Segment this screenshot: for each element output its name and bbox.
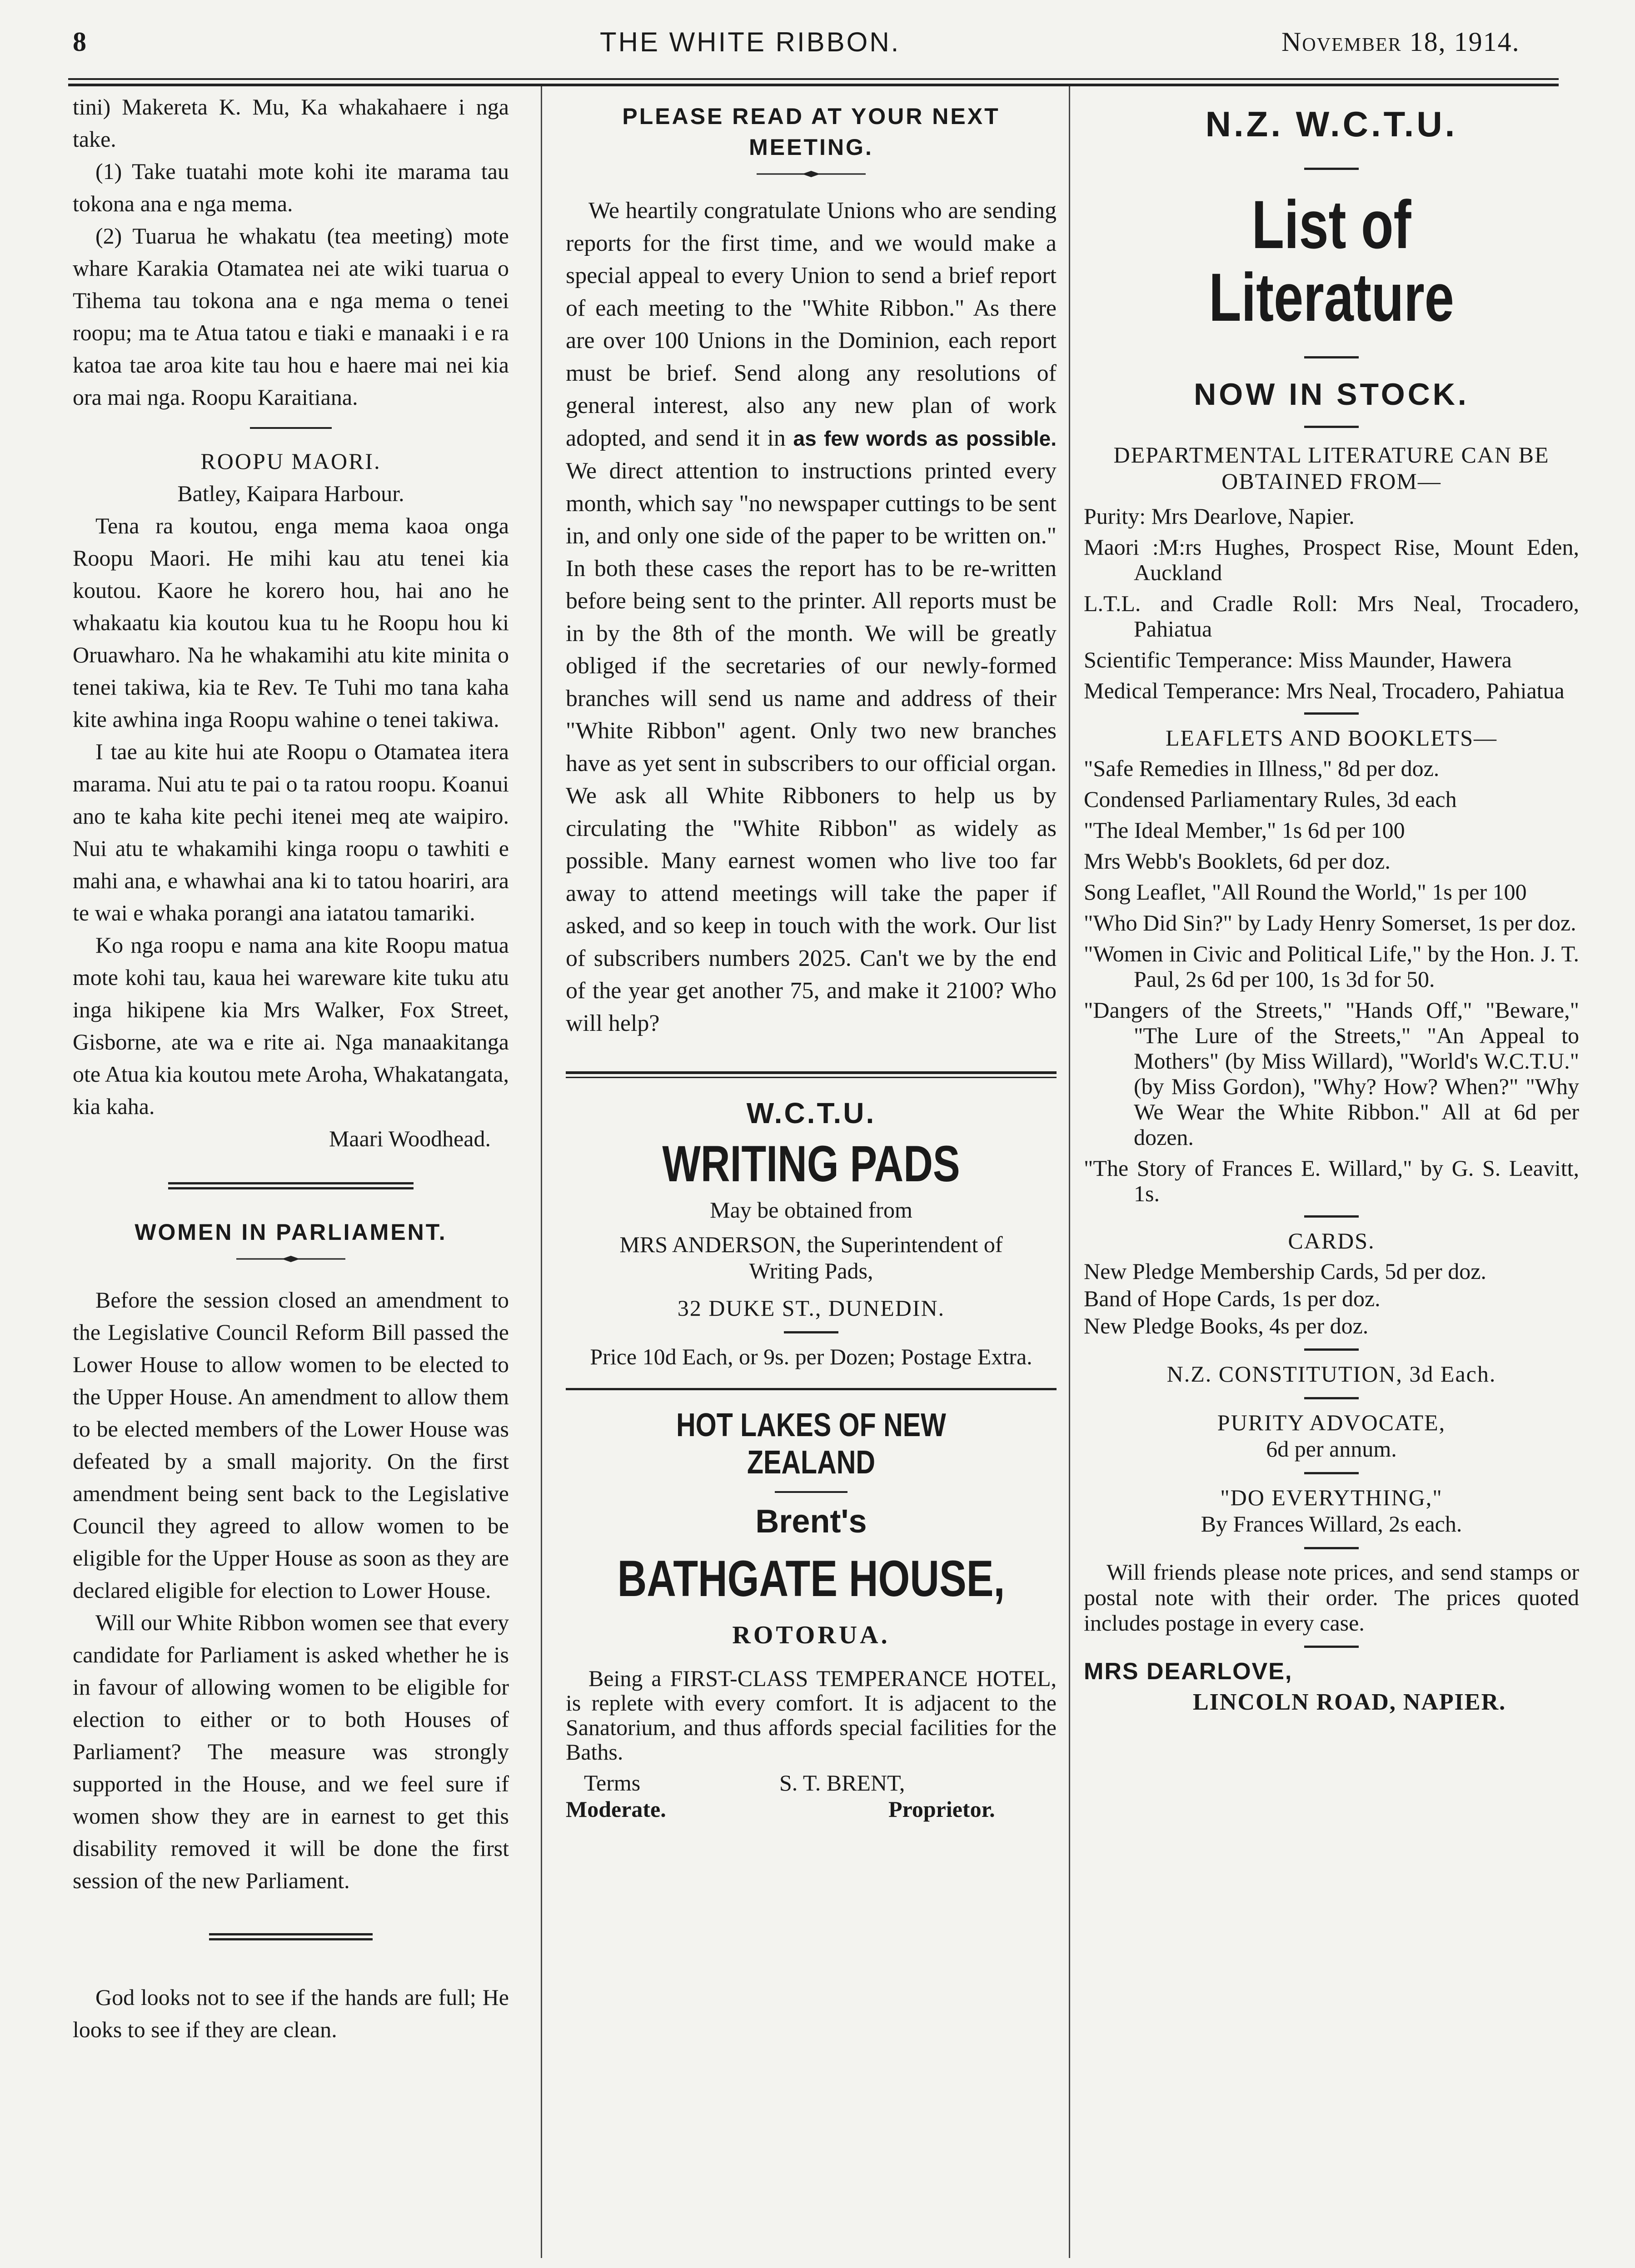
literature-title: List of Literature: [1209, 186, 1454, 335]
signature-address: LINCOLN ROAD, NAPIER.: [1193, 1689, 1506, 1715]
writing-pads-superintendent: MRS ANDERSON, the Superintendent of Writing Pads,: [619, 1232, 1003, 1283]
leaflet-item: "Dangers of the Streets," "Hands Off," "Beware," "The Lure of the Streets," "An Appeal to Mothers" (by Miss Willard), "World's W.C.T.U." (by Miss Gordon), "Why? How? When?" "Why We Wear the White Ribbon." All at 6d per dozen.: [1084, 997, 1579, 1150]
cards-list: [1084, 1258, 1579, 1338]
column-divider-2: [1069, 86, 1070, 2258]
issue-date: November 18, 1914.: [1281, 27, 1520, 57]
purity-advocate-price: 6d per annum.: [1266, 1436, 1397, 1462]
card-item: New Pledge Membership Cards, 5d per doz.: [1084, 1258, 1486, 1284]
purity-advocate: PURITY ADVOCATE,: [1217, 1410, 1446, 1435]
ornament-divider: [757, 171, 866, 177]
signature-name: MRS DEARLOVE,: [1084, 1658, 1293, 1685]
rotorua-title: ROTORUA.: [732, 1621, 890, 1649]
divider: [1304, 1348, 1359, 1351]
leaflet-item: "Women in Civic and Political Life," by the Hon. J. T. Paul, 2s 6d per 100, 1s 3d for 50.: [1084, 941, 1579, 992]
card-item: New Pledge Books, 4s per doz.: [1084, 1313, 1369, 1338]
writing-pads-address: 32 DUKE ST., DUNEDIN.: [677, 1295, 945, 1321]
leaflets-list: [1084, 756, 1579, 1206]
leaflet-item: "Who Did Sin?" by Lady Henry Somerset, 1s per doz.: [1084, 910, 1576, 935]
header-rule-bottom: [68, 84, 1559, 86]
terms-label: Terms: [584, 1770, 641, 1796]
double-rule: [168, 1182, 414, 1189]
writing-pads-obtain: May be obtained from: [710, 1197, 912, 1223]
divider: [784, 1331, 838, 1333]
please-read-paragraph: [566, 194, 1057, 1040]
divider: [1304, 426, 1359, 428]
departmental-item: Maori :M:rs Hughes, Prospect Rise, Mount Eden, Auckland: [1084, 534, 1579, 585]
leaflet-item: Condensed Parliamentary Rules, 3d each: [1084, 786, 1457, 812]
please-read-bold: as few words as possible.: [793, 426, 1057, 450]
departmental-item: Scientific Temperance: Miss Maunder, Hawera: [1084, 647, 1512, 672]
nz-constitution: N.Z. CONSTITUTION, 3d Each.: [1166, 1361, 1496, 1387]
hot-lakes-title: HOT LAKES OF NEW ZEALAND: [676, 1407, 946, 1481]
bathgate-house-title: BATHGATE HOUSE,: [617, 1550, 1005, 1607]
leaflets-heading: LEAFLETS AND BOOKLETS—: [1165, 725, 1498, 751]
literature-org: N.Z. W.C.T.U.: [1205, 104, 1458, 144]
writing-pads-price: Price 10d Each, or 9s. per Dozen; Postage Extra.: [590, 1344, 1032, 1369]
hotel-description: Being a FIRST-CLASS TEMPERANCE HOTEL, is replete with every comfort. It is adjacent to the Sanatorium, and thus affords special facilities for the Baths.: [566, 1666, 1057, 1765]
please-read-title-line-2: MEETING.: [749, 134, 873, 160]
women-paragraph-1: Before the session closed an amendment to the Legislative Council Reform Bill passed the Lower House to allow women to be elected to the Upper House. An amendment to allow them to be elected members of the Lower House was defeated by a small majority. On the first amendment being sent back to the Legislative Council they agreed to allow women to be eligible for the Upper House as soon as they are declared eligible for election to Lower House.: [73, 1287, 509, 1603]
page-number: 8: [73, 27, 86, 57]
roopu-paragraph-1: Tena ra koutou, enga mema kaoa onga Roopu Maori. He mihi kau atu tenei kia koutou. Kaore he korero hou, hai ano he whakaatu kia koutou kua tu he Roopu hou ki Oruawharo. Na he whakamihi atu kite minita o tenei takiwa, kia te Rev. Te Tuhi mo tana kaha kite awhina inga Roopu wahine o tenei takiwa.: [73, 513, 509, 732]
departmental-item: Medical Temperance: Mrs Neal, Trocadero, Pahiatua: [1084, 678, 1565, 703]
now-in-stock: NOW IN STOCK.: [1194, 377, 1469, 412]
please-read-text-a: We heartily congratulate Unions who are sending reports for the first time, and we would make a special appeal to every Union to send a brief report of each meeting to the "White Ribbon." As there are over 100 Unions in the Dominion, each report must be brief. Send along any resolutions of general interest, also any new plan of work adopted, and send it in: [566, 198, 1057, 451]
departmental-item: L.T.L. and Cradle Roll: Mrs Neal, Trocadero, Pahiatua: [1084, 591, 1579, 642]
women-paragraph-2: Will our White Ribbon women see that every candidate for Parliament is asked whether he is in favour of allowing women to be eligible for election to either or to both Houses of Parliament? The measure was strongly supported in the House, and we feel sure if women show they are in earnest to get this disability removed it will be done the first session of the new Parliament.: [73, 1610, 509, 1893]
ornament-divider: [236, 1256, 345, 1262]
right-column: [1084, 91, 1579, 1716]
divider: [1304, 712, 1359, 715]
divider: [775, 1491, 847, 1493]
roopu-paragraph-3: Ko nga roopu e nama ana kite Roopu matua mote kohi tau, kaua hei wareware kite tuku atu inga hikipene kia Mrs Walker, Fox Street, Gisborne, ate wa e rite ai. Nga manaakitanga ote Atua kia koutou mete Aroha, Whakatangata, kia kaha.: [73, 932, 509, 1119]
departmental-item: Purity: Mrs Dearlove, Napier.: [1084, 503, 1355, 529]
roopu-maori-place: Batley, Kaipara Harbour.: [177, 481, 404, 506]
maori-item-1: (1) Take tuatahi mote kohi ite marama tau tokona ana e nga mema.: [73, 159, 509, 216]
writing-pads-org: W.C.T.U.: [746, 1097, 876, 1129]
header-rule-top: [68, 78, 1559, 80]
divider: [1304, 1215, 1359, 1218]
middle-column: [566, 91, 1057, 1824]
roopu-signature: Maari Woodhead.: [329, 1126, 491, 1151]
leaflet-item: Song Leaflet, "All Round the World," 1s per 100: [1084, 879, 1527, 905]
brents-title: Brent's: [755, 1503, 867, 1540]
hotel-proprietor-name: S. T. BRENT,: [779, 1770, 905, 1796]
departmental-heading: DEPARTMENTAL LITERATURE CAN BE OBTAINED FROM—: [1113, 442, 1550, 494]
hotel-terms: [566, 1770, 1057, 1824]
maori-continued: tini) Makereta K. Mu, Ka whakahaere i nga take.: [73, 94, 509, 152]
cards-heading: CARDS.: [1288, 1228, 1375, 1253]
closing-quote: God looks not to see if the hands are full; He looks to see if they are clean.: [73, 1984, 509, 2042]
divider: [1304, 1646, 1359, 1648]
divider: [1304, 1397, 1359, 1399]
leaflet-item: Mrs Webb's Booklets, 6d per doz.: [1084, 848, 1391, 874]
divider: [250, 427, 332, 429]
card-item: Band of Hope Cards, 1s per doz.: [1084, 1286, 1381, 1311]
terms-moderate: Moderate.: [566, 1796, 666, 1822]
divider: [1304, 168, 1359, 170]
section-rule: [566, 1071, 1057, 1074]
page-header: [0, 0, 1635, 91]
divider: [1304, 1547, 1359, 1549]
price-note: Will friends please note prices, and send stamps or postal note with their order. The prices quoted includes postage in every case.: [1084, 1559, 1579, 1636]
women-in-parliament-title: WOMEN IN PARLIAMENT.: [135, 1219, 447, 1245]
leaflet-item: "The Story of Frances E. Willard," by G. S. Leavitt, 1s.: [1084, 1155, 1579, 1206]
do-everything-author: By Frances Willard, 2s each.: [1201, 1511, 1462, 1537]
section-rule-thin: [566, 1077, 1057, 1078]
maori-item-2: (2) Tuarua he whakatu (tea meeting) mote whare Karakia Otamatea nei ate wiki tuarua o Tihema tau tokona ana e nga mema o tenei roopu; ma te Atua tatou e tiaki e manaaki i e ra katoa tae aroa kite tau hou e haere mai nei kia ora mai nga. Roopu Karaitiana.: [73, 223, 509, 410]
left-column: [73, 91, 509, 2046]
please-read-title-line-1: PLEASE READ AT YOUR NEXT: [622, 104, 1000, 129]
double-rule: [209, 1933, 373, 1940]
do-everything-title: "DO EVERYTHING,": [1220, 1485, 1443, 1510]
departmental-list: [1084, 503, 1579, 703]
roopu-maori-title: ROOPU MAORI.: [200, 448, 381, 474]
hotel-proprietor-label: Proprietor.: [888, 1796, 995, 1822]
leaflet-item: "The Ideal Member," 1s 6d per 100: [1084, 817, 1405, 843]
leaflet-item: "Safe Remedies in Illness," 8d per doz.: [1084, 756, 1440, 781]
newspaper-title: THE WHITE RIBBON.: [600, 27, 901, 57]
section-rule: [566, 1388, 1057, 1390]
writing-pads-title: WRITING PADS: [662, 1135, 960, 1192]
divider: [1304, 356, 1359, 358]
roopu-paragraph-2: I tae au kite hui ate Roopu o Otamatea itera marama. Nui atu te pai o ta ratou roopu. Koanui ano te kaha kite pechi itenei meq ate waipiro. Nui atu te whakamihi kinga roopu o tawhiti e mahi ana, e whawhai ana ki to tatou hoariri, ara te wai e whaka porangi ana iatatou tamariki.: [73, 739, 509, 925]
please-read-text-b: We direct attention to instructions printed every month, which say "no newspaper cuttings to be sent in, and only one side of the paper to be written on." In both these cases the report has to be re-written before being sent to the printer. All reports must be in by the 8th of the month. We will be greatly obliged if the secretaries of our newly-formed branches will send us name and address of their "White Ribbon" agent. Only two new branches have as yet sent in subscribers to our official organ. We ask all White Ribboners to help us by circulating the "White Ribbon" as widely as possible. Many earnest women who live too far away to attend meetings will take the paper if asked, and so keep in touch with the work. Our list of subscribers numbers 2025. Can't we by the end of the year get another 75, and make it 2100? Who will help?: [566, 458, 1057, 1036]
divider: [1304, 1472, 1359, 1474]
column-divider-1: [541, 86, 542, 2258]
